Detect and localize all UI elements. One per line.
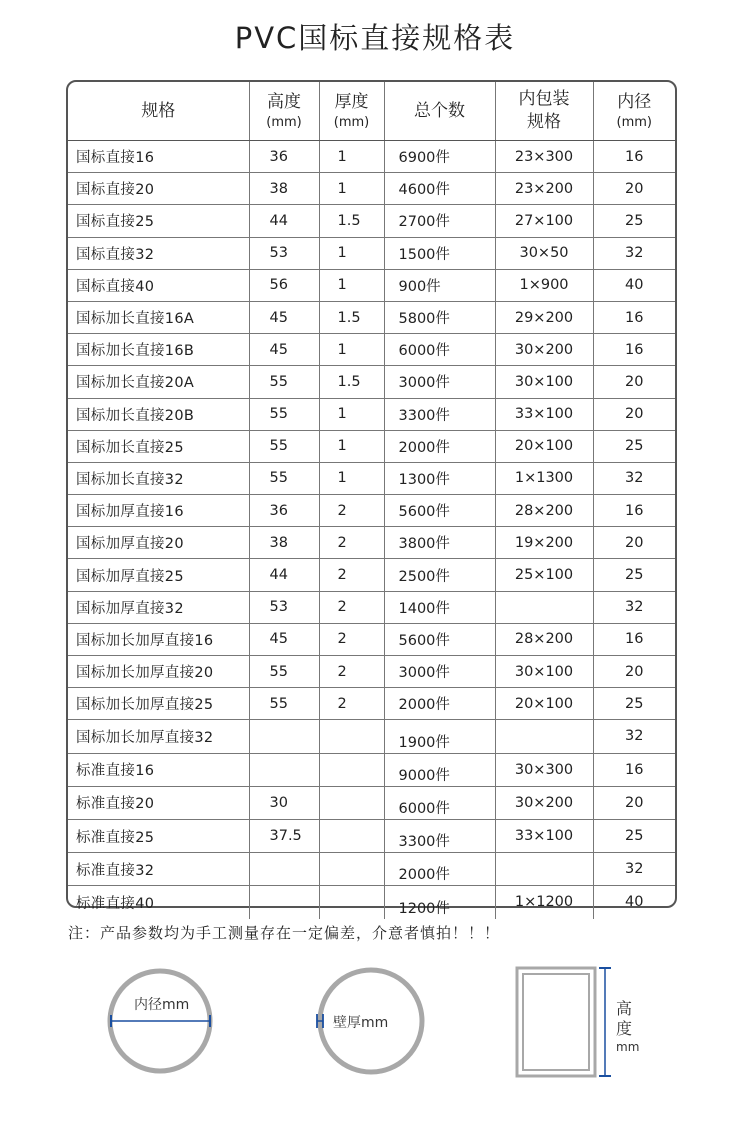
cell-pack: 29×200 <box>495 301 593 333</box>
cell-pack: 19×200 <box>495 527 593 559</box>
height-outline-outer <box>517 968 595 1076</box>
table-row <box>68 205 675 237</box>
height-diagram <box>517 968 611 1076</box>
cell-thickness: 1.5 <box>319 205 384 237</box>
table-row <box>68 237 675 269</box>
cell-height: 55 <box>249 430 319 462</box>
cell-pack: 1×1200 <box>495 886 593 919</box>
cell-thickness: 1 <box>319 173 384 205</box>
cell-height <box>249 853 319 886</box>
inner-diameter-diagram <box>110 971 210 1071</box>
cell-name: 国标直接20 <box>68 173 249 205</box>
cell-name: 国标加长直接25 <box>68 430 249 462</box>
cell-height: 55 <box>249 366 319 398</box>
cell-diameter: 16 <box>593 301 675 333</box>
cell-name: 国标直接25 <box>68 205 249 237</box>
cell-pack <box>495 720 593 753</box>
cell-diameter: 32 <box>593 462 675 494</box>
header-diameter-unit: (mm) <box>616 114 652 130</box>
cell-thickness <box>319 819 384 852</box>
table-row <box>68 559 675 591</box>
header-height <box>249 82 319 141</box>
table-row <box>68 886 675 919</box>
cell-name: 国标加长直接20A <box>68 366 249 398</box>
cell-count: 6900件 <box>384 141 495 173</box>
cell-count: 3800件 <box>384 527 495 559</box>
cell-diameter: 40 <box>593 886 675 919</box>
cell-thickness <box>319 886 384 919</box>
spec-table <box>68 82 675 919</box>
cell-diameter: 20 <box>593 173 675 205</box>
cell-height: 55 <box>249 688 319 720</box>
table-row <box>68 720 675 753</box>
cell-thickness: 2 <box>319 656 384 688</box>
header-count <box>384 82 495 141</box>
cell-height <box>249 753 319 786</box>
table-row <box>68 462 675 494</box>
cell-name: 标准直接20 <box>68 786 249 819</box>
cell-name: 标准直接25 <box>68 819 249 852</box>
cell-diameter: 16 <box>593 495 675 527</box>
cell-pack: 23×300 <box>495 141 593 173</box>
cell-diameter: 40 <box>593 269 675 301</box>
table-header-row <box>68 82 675 141</box>
header-thickness <box>319 82 384 141</box>
table-row <box>68 141 675 173</box>
table-row <box>68 398 675 430</box>
cell-name: 国标加长加厚直接16 <box>68 623 249 655</box>
cell-diameter: 20 <box>593 398 675 430</box>
cell-diameter: 16 <box>593 623 675 655</box>
spec-table-frame <box>66 80 677 917</box>
cell-diameter: 16 <box>593 141 675 173</box>
cell-name: 标准直接32 <box>68 853 249 886</box>
cell-count: 1400件 <box>384 591 495 623</box>
height-outline-inner <box>523 974 589 1070</box>
header-name <box>68 82 249 141</box>
table-row <box>68 753 675 786</box>
cell-height: 37.5 <box>249 819 319 852</box>
cell-diameter: 32 <box>593 237 675 269</box>
cell-thickness: 2 <box>319 591 384 623</box>
cell-count: 6000件 <box>384 334 495 366</box>
cell-diameter: 16 <box>593 334 675 366</box>
cell-thickness <box>319 720 384 753</box>
cell-count: 3300件 <box>384 398 495 430</box>
cell-height: 36 <box>249 141 319 173</box>
cell-thickness <box>319 786 384 819</box>
table-row <box>68 269 675 301</box>
cell-pack: 30×200 <box>495 786 593 819</box>
cell-diameter: 32 <box>593 591 675 623</box>
cell-height: 44 <box>249 205 319 237</box>
table-row <box>68 656 675 688</box>
inner-diameter-label: 内径mm <box>134 997 190 1013</box>
page-title: PVC国标直接规格表 <box>234 21 516 55</box>
cell-height: 45 <box>249 301 319 333</box>
height-label-1: 高 <box>616 999 633 1018</box>
cell-height: 38 <box>249 527 319 559</box>
cell-height: 55 <box>249 462 319 494</box>
cell-count: 900件 <box>384 269 495 301</box>
cell-thickness <box>319 853 384 886</box>
cell-thickness: 1 <box>319 334 384 366</box>
cell-name: 国标直接32 <box>68 237 249 269</box>
table-row <box>68 173 675 205</box>
cell-name: 国标加厚直接16 <box>68 495 249 527</box>
cell-thickness: 2 <box>319 688 384 720</box>
cell-thickness: 2 <box>319 527 384 559</box>
table-row <box>68 591 675 623</box>
cell-pack: 33×100 <box>495 398 593 430</box>
cell-name: 标准直接40 <box>68 886 249 919</box>
cell-count: 1900件 <box>384 720 495 753</box>
cell-name: 国标加长加厚直接32 <box>68 720 249 753</box>
cell-height: 38 <box>249 173 319 205</box>
cell-name: 国标加长直接16B <box>68 334 249 366</box>
cell-diameter: 25 <box>593 819 675 852</box>
table-row <box>68 334 675 366</box>
cell-thickness: 1.5 <box>319 366 384 398</box>
cell-diameter: 25 <box>593 688 675 720</box>
header-diameter <box>593 82 675 141</box>
cell-name: 国标加厚直接32 <box>68 591 249 623</box>
cell-pack: 30×200 <box>495 334 593 366</box>
cell-height: 55 <box>249 656 319 688</box>
cell-thickness: 1 <box>319 141 384 173</box>
cell-pack <box>495 591 593 623</box>
cell-pack <box>495 853 593 886</box>
cell-height: 44 <box>249 559 319 591</box>
cell-count: 3300件 <box>384 819 495 852</box>
cell-thickness: 1 <box>319 462 384 494</box>
table-row <box>68 301 675 333</box>
cell-pack: 30×50 <box>495 237 593 269</box>
cell-thickness: 2 <box>319 559 384 591</box>
cell-thickness <box>319 753 384 786</box>
disclaimer-note: 注：产品参数均为手工测量存在一定偏差，介意者慎拍！！！ <box>68 924 501 942</box>
cell-pack: 33×100 <box>495 819 593 852</box>
cell-name: 标准直接16 <box>68 753 249 786</box>
cell-height: 56 <box>249 269 319 301</box>
header-pack-line1: 内包装 <box>518 89 570 110</box>
cell-count: 2000件 <box>384 853 495 886</box>
cell-name: 国标加长直接16A <box>68 301 249 333</box>
cell-thickness: 2 <box>319 623 384 655</box>
table-row <box>68 527 675 559</box>
cell-name: 国标加长直接20B <box>68 398 249 430</box>
table-row <box>68 688 675 720</box>
height-label-2: 度 <box>616 1019 633 1038</box>
cell-height: 53 <box>249 237 319 269</box>
cell-name: 国标加厚直接20 <box>68 527 249 559</box>
header-diameter-text: 内径 <box>617 91 652 112</box>
cell-thickness: 1 <box>319 237 384 269</box>
table-row <box>68 430 675 462</box>
cell-name: 国标加长加厚直接25 <box>68 688 249 720</box>
cell-thickness: 1 <box>319 430 384 462</box>
dimension-diagrams <box>0 960 750 1090</box>
table-row <box>68 819 675 852</box>
table-body <box>68 141 675 919</box>
cell-diameter: 32 <box>593 853 675 886</box>
cell-count: 6000件 <box>384 786 495 819</box>
table-row <box>68 786 675 819</box>
cell-height: 45 <box>249 334 319 366</box>
header-pack-line2: 规格 <box>527 112 561 132</box>
header-count-text: 总个数 <box>414 100 465 121</box>
wall-thickness-label: 壁厚mm <box>333 1015 389 1031</box>
table-row <box>68 623 675 655</box>
cell-pack: 20×100 <box>495 688 593 720</box>
cell-count: 2500件 <box>384 559 495 591</box>
cell-diameter: 25 <box>593 430 675 462</box>
header-height-unit: (mm) <box>266 114 302 130</box>
cell-height: 36 <box>249 495 319 527</box>
cell-height: 45 <box>249 623 319 655</box>
header-thickness-text: 厚度 <box>334 91 369 112</box>
header-height-text: 高度 <box>267 91 301 112</box>
cell-pack: 25×100 <box>495 559 593 591</box>
cell-diameter: 25 <box>593 559 675 591</box>
cell-diameter: 32 <box>593 720 675 753</box>
cell-count: 1300件 <box>384 462 495 494</box>
cell-pack: 28×200 <box>495 495 593 527</box>
header-name-text: 规格 <box>141 100 176 121</box>
cell-count: 3000件 <box>384 656 495 688</box>
cell-count: 9000件 <box>384 753 495 786</box>
cell-diameter: 25 <box>593 205 675 237</box>
cell-name: 国标加厚直接25 <box>68 559 249 591</box>
cell-pack: 1×900 <box>495 269 593 301</box>
cell-thickness: 2 <box>319 495 384 527</box>
cell-height: 53 <box>249 591 319 623</box>
cell-pack: 20×100 <box>495 430 593 462</box>
cell-count: 1200件 <box>384 886 495 919</box>
table-row <box>68 853 675 886</box>
cell-diameter: 20 <box>593 656 675 688</box>
cell-name: 国标直接16 <box>68 141 249 173</box>
cell-pack: 30×100 <box>495 656 593 688</box>
cell-height: 55 <box>249 398 319 430</box>
cell-name: 国标加长直接32 <box>68 462 249 494</box>
cell-diameter: 16 <box>593 753 675 786</box>
cell-diameter: 20 <box>593 786 675 819</box>
cell-pack: 30×300 <box>495 753 593 786</box>
cell-thickness: 1 <box>319 269 384 301</box>
height-label-unit: mm <box>616 1040 640 1054</box>
cell-height: 30 <box>249 786 319 819</box>
cell-count: 3000件 <box>384 366 495 398</box>
cell-pack: 1×1300 <box>495 462 593 494</box>
cell-diameter: 20 <box>593 527 675 559</box>
cell-thickness: 1 <box>319 398 384 430</box>
cell-count: 2000件 <box>384 430 495 462</box>
cell-count: 2700件 <box>384 205 495 237</box>
cell-count: 2000件 <box>384 688 495 720</box>
header-pack <box>495 82 593 141</box>
cell-count: 1500件 <box>384 237 495 269</box>
cell-count: 5600件 <box>384 495 495 527</box>
cell-height <box>249 720 319 753</box>
cell-count: 5600件 <box>384 623 495 655</box>
header-thickness-unit: (mm) <box>333 114 370 130</box>
cell-thickness: 1.5 <box>319 301 384 333</box>
cell-pack: 28×200 <box>495 623 593 655</box>
table-row <box>68 366 675 398</box>
cell-count: 4600件 <box>384 173 495 205</box>
cell-name: 国标加长加厚直接20 <box>68 656 249 688</box>
table-row <box>68 495 675 527</box>
cell-count: 5800件 <box>384 301 495 333</box>
cell-height <box>249 886 319 919</box>
cell-pack: 23×200 <box>495 173 593 205</box>
cell-pack: 30×100 <box>495 366 593 398</box>
cell-diameter: 20 <box>593 366 675 398</box>
cell-pack: 27×100 <box>495 205 593 237</box>
cell-name: 国标直接40 <box>68 269 249 301</box>
